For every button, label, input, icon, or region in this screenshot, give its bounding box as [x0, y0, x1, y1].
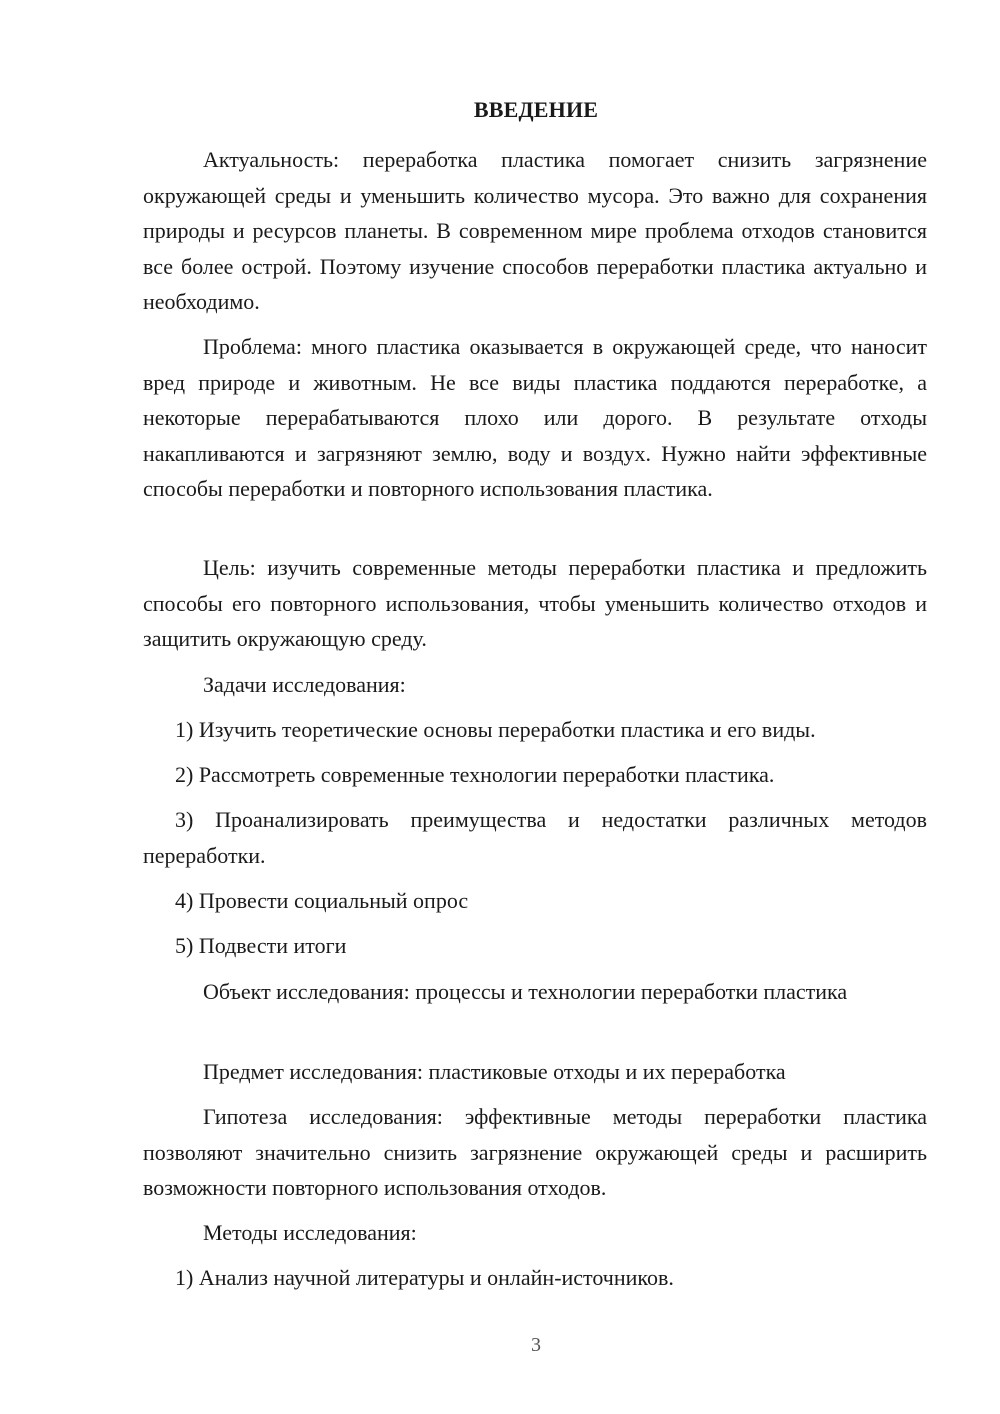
task-item-1: 1) Изучить теоретические основы переработки пластика и его виды. [175, 717, 816, 742]
problem-paragraph: Проблема: много пластика оказывается в окружающей среде, что наносит вред природе и животным. Не все виды пластика поддаются переработке, а некоторые перерабатываются плохо или дорого. В результате отходы накапливаются и загрязняют землю, воду и воздух. Нужно найти эффективные способы переработки и повторного использования пластика. [143, 334, 927, 501]
task-item-3: 3) Проанализировать преимущества и недостатки различных методов переработки. [143, 807, 927, 868]
task-item-2: 2) Рассмотреть современные технологии переработки пластика. [175, 762, 775, 787]
object-paragraph: Объект исследования: процессы и технологии переработки пластика [203, 979, 848, 1004]
page-number: 3 [531, 1334, 541, 1356]
task-item-5: 5) Подвести итоги [175, 933, 347, 958]
method-item-1: 1) Анализ научной литературы и онлайн-источников. [175, 1265, 674, 1290]
goal-paragraph: Цель: изучить современные методы переработки пластика и предложить способы его повторного использования, чтобы уменьшить количество отходов и защитить окружающую среду. [143, 555, 927, 651]
subject-paragraph: Предмет исследования: пластиковые отходы и их переработка [203, 1059, 786, 1084]
task-item-4: 4) Провести социальный опрос [175, 888, 469, 913]
methods-heading: Методы исследования: [203, 1220, 417, 1245]
page-title: ВВЕДЕНИЕ [473, 97, 599, 122]
hypothesis-paragraph: Гипотеза исследования: эффективные методы переработки пластика позволяют значительно снизить загрязнение окружающей среды и расширить возможности повторного использования отходов. [143, 1104, 927, 1200]
relevance-paragraph: Актуальность: переработка пластика помогает снизить загрязнение окружающей среды и уменьшить количество мусора. Это важно для сохранения природы и ресурсов планеты. В современном мире проблема отходов становится все более острой. Поэтому изучение способов переработки пластика актуально и необходимо. [143, 147, 927, 314]
tasks-heading: Задачи исследования: [203, 672, 406, 697]
